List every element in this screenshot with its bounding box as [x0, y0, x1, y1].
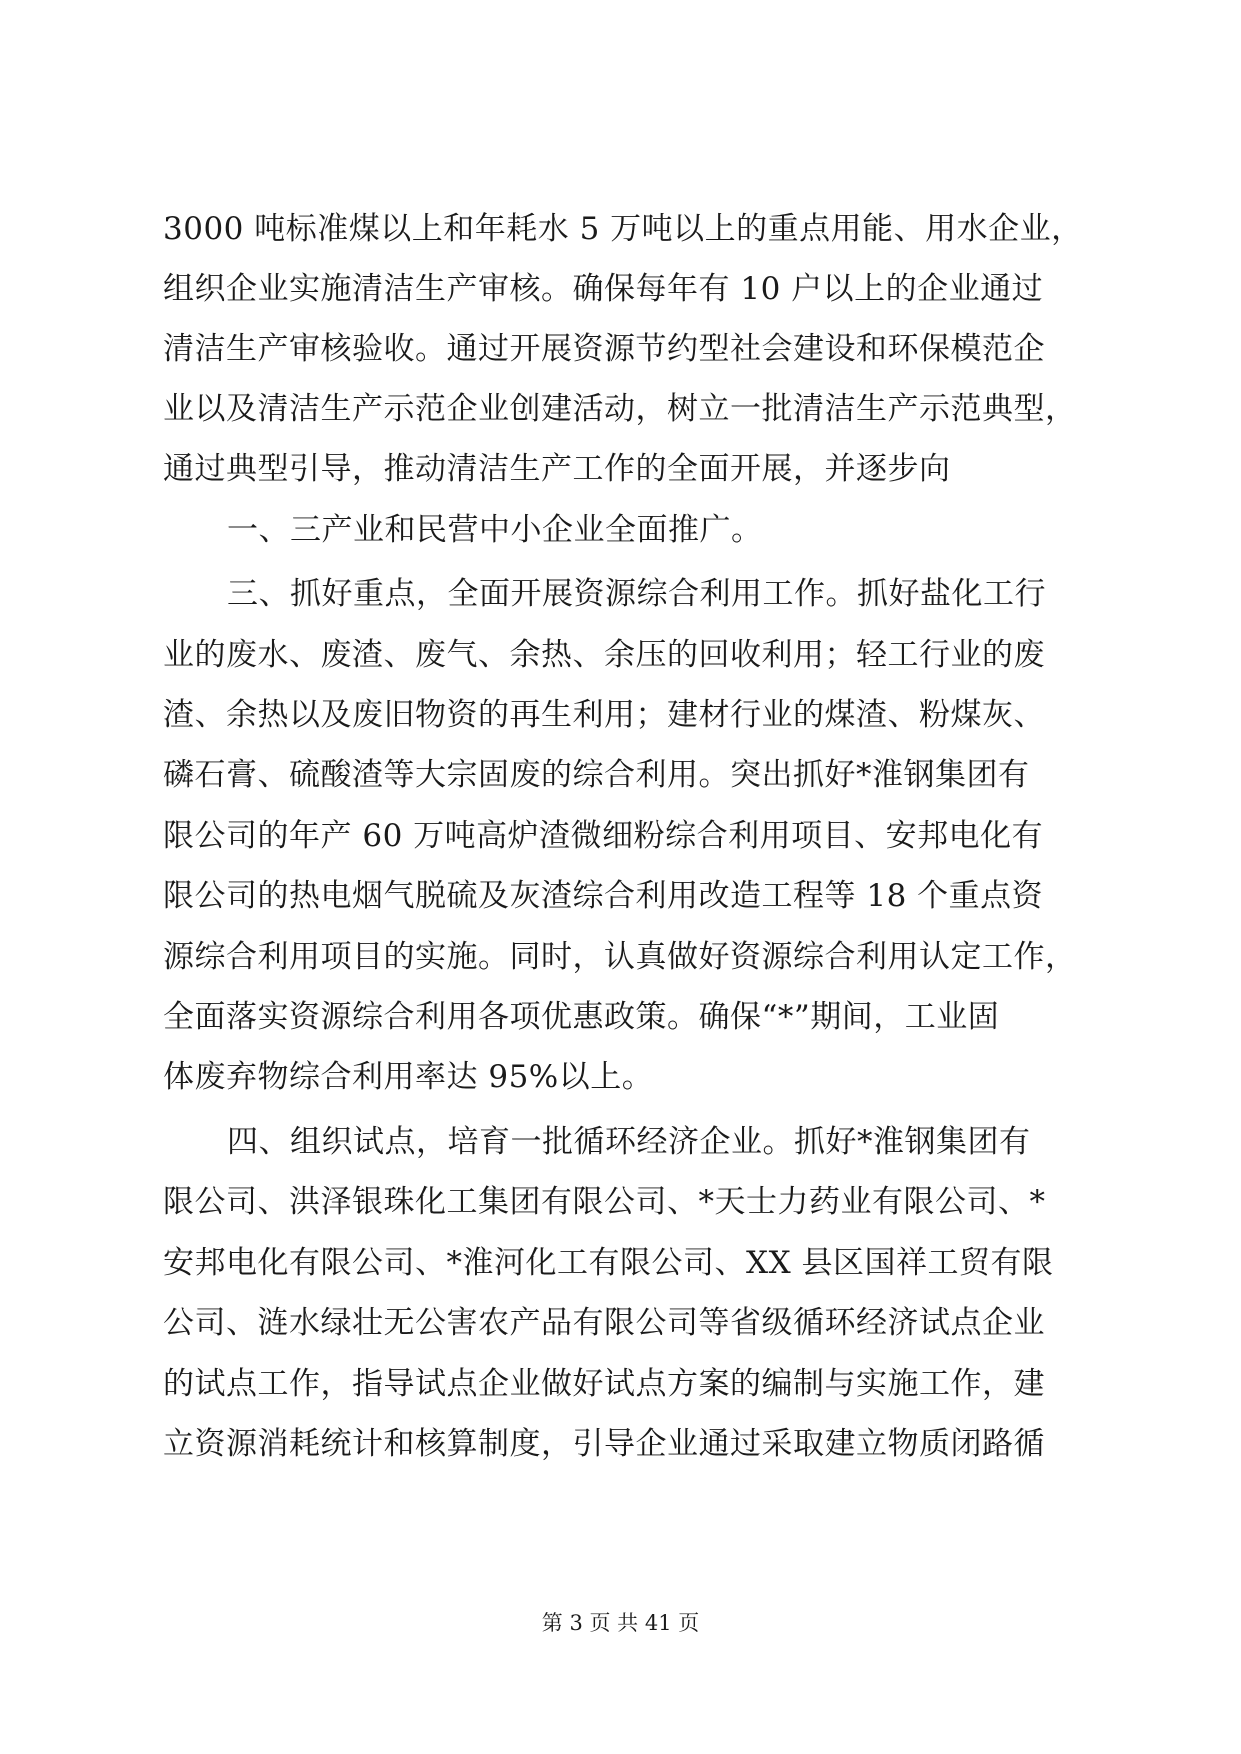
body-text-line: 体废弃物综合利用率达 95%以上。	[163, 1059, 654, 1095]
body-text-line: 限公司、洪泽银珠化工集团有限公司、*天士力药业有限公司、*	[163, 1184, 1046, 1220]
body-text-line: 源综合利用项目的实施。同时，认真做好资源综合利用认定工作，	[163, 939, 1077, 975]
body-text-line: 的试点工作，指导试点企业做好试点方案的编制与实施工作，建	[163, 1366, 1045, 1402]
body-text-line: 立资源消耗统计和核算制度，引导企业通过采取建立物质闭路循	[163, 1426, 1045, 1462]
body-text-line: 清洁生产审核验收。通过开展资源节约型社会建设和环保模范企	[163, 331, 1045, 367]
body-text-line: 限公司的年产 60 万吨高炉渣微细粉综合利用项目、安邦电化有	[163, 818, 1044, 854]
body-text-line: 全面落实资源综合利用各项优惠政策。确保“*”期间，工业固	[163, 999, 1000, 1035]
body-text-line: 通过典型引导，推动清洁生产工作的全面开展，并逐步向	[163, 451, 951, 487]
body-text-line: 三、抓好重点，全面开展资源综合利用工作。抓好盐化工行	[227, 576, 1046, 612]
body-text-line: 一、三产业和民营中小企业全面推广。	[227, 512, 763, 548]
body-text-line: 业的废水、废渣、废气、余热、余压的回收利用；轻工行业的废	[163, 637, 1045, 673]
body-text-line: 安邦电化有限公司、*淮河化工有限公司、XX 县区国祥工贸有限	[163, 1245, 1054, 1281]
body-text-line: 四、组织试点，培育一批循环经济企业。抓好*淮钢集团有	[227, 1124, 1031, 1160]
page-number-footer: 第 3 页 共 41 页	[541, 1611, 700, 1635]
body-text-line: 业以及清洁生产示范企业创建活动，树立一批清洁生产示范典型，	[163, 391, 1077, 427]
body-text-line: 限公司的热电烟气脱硫及灰渣综合利用改造工程等 18 个重点资	[163, 878, 1044, 914]
body-text-line: 公司、涟水绿壮无公害农产品有限公司等省级循环经济试点企业	[163, 1305, 1045, 1341]
body-text-line: 组织企业实施清洁生产审核。确保每年有 10 户以上的企业通过	[163, 271, 1044, 307]
body-text-line: 磷石膏、硫酸渣等大宗固废的综合利用。突出抓好*淮钢集团有	[163, 757, 1030, 793]
body-text-line: 渣、余热以及废旧物资的再生利用；建材行业的煤渣、粉煤灰、	[163, 697, 1045, 733]
body-text-line: 3000 吨标准煤以上和年耗水 5 万吨以上的重点用能、用水企业，	[163, 211, 1083, 247]
